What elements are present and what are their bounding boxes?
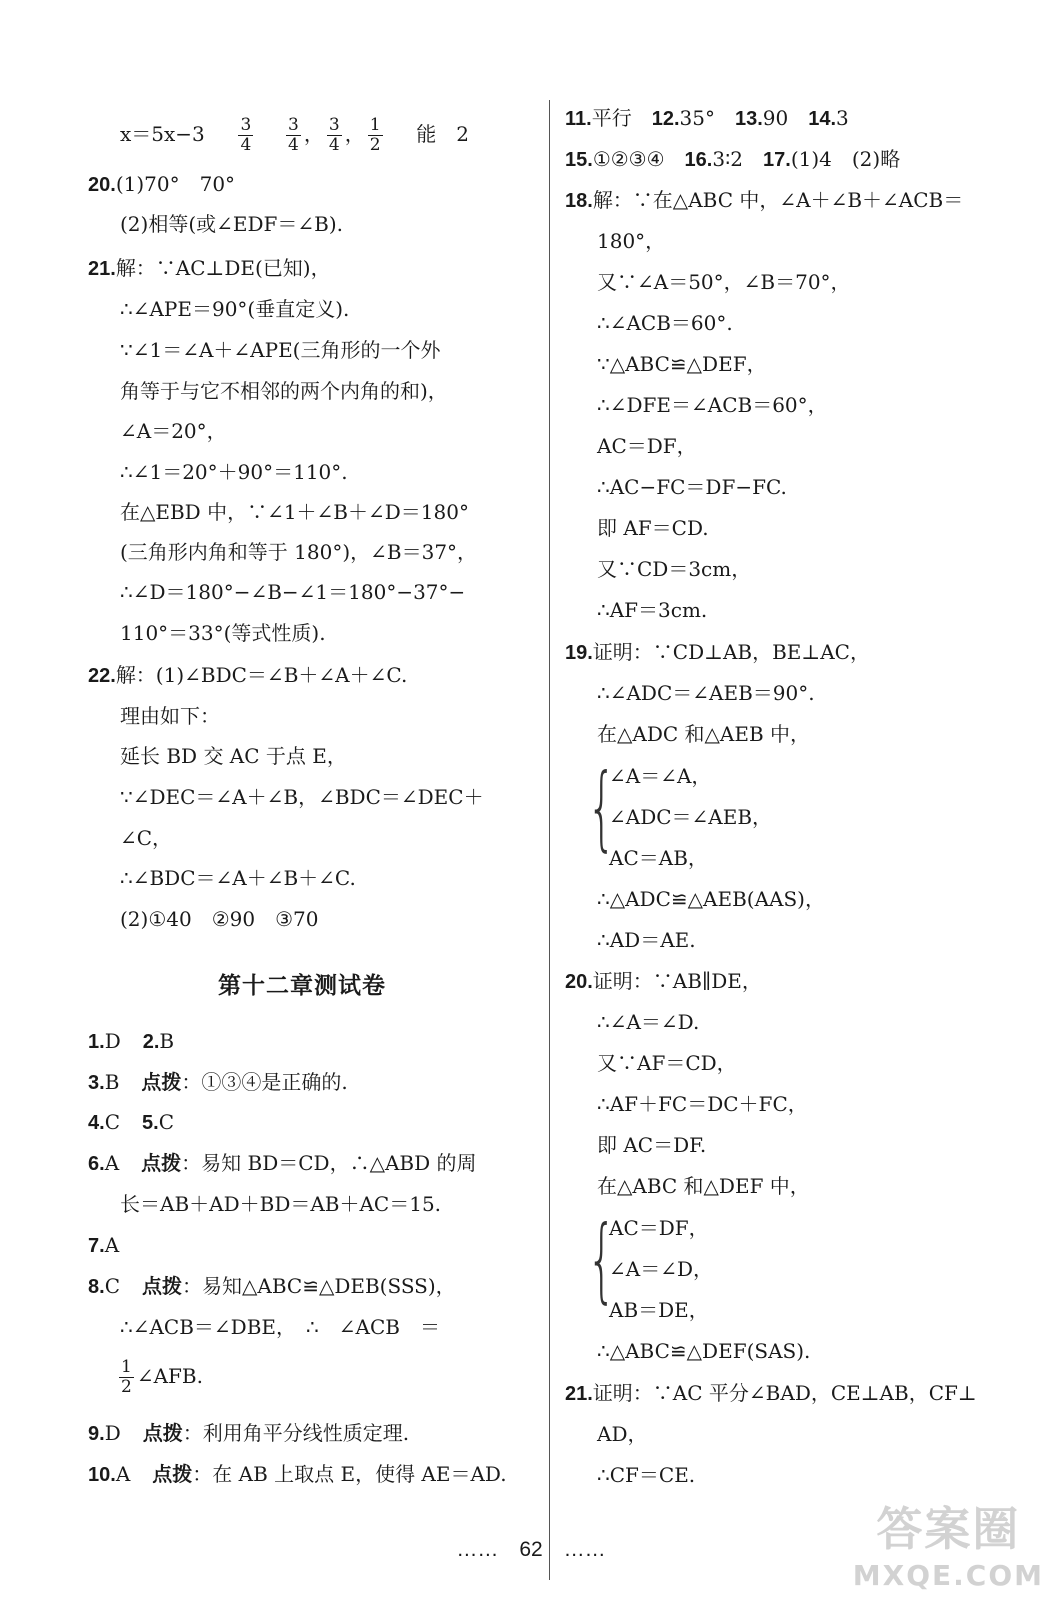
q20-line: 在△ABC 和△DEF 中， [597,1174,810,1198]
q18-line: 18.解：∵在△ABC 中，∠A＋∠B＋∠ACB＝ [565,188,964,212]
q20-line: 即 AC＝DF. [597,1133,707,1157]
answer-line: $\frac{1}{2}$ ∠AFB. [121,1357,203,1397]
fraction: $\frac{3}{4}$ [240,115,252,155]
q20-line: 又∵AF＝CD， [597,1051,737,1075]
answer-line: 1.D 2.B [88,1029,175,1053]
q20-system-line: AB＝DE， [609,1298,709,1322]
q22-line: 延长 BD 交 AC 于点 E， [120,744,347,768]
q18-line: ∴AF＝3cm. [597,598,708,622]
q21-line: 21.解：∵AC⊥DE(已知)， [88,256,331,280]
q18-line: 又∵∠A＝50°，∠B＝70°， [597,270,851,294]
q21-line: 21.证明：∵AC 平分∠BAD，CE⊥AB，CF⊥ [565,1381,977,1405]
q21-line: ∠A＝20°， [120,419,227,443]
q22-line: ∵∠DEC＝∠A＋∠B，∠BDC＝∠DEC＋ [120,785,484,809]
q21-line: AD， [597,1422,648,1446]
answer-line: x＝5x−3 $\frac{3}{4}$ $\frac{3}{4}$ ， $\frac{3}{4}$ ， $\frac{1}{2}$ 能 2 [120,115,469,155]
left-brace-icon: { [587,754,617,861]
q19-line: 在△ADC 和△AEB 中， [597,722,810,746]
q22-line: 理由如下： [120,704,220,728]
fraction: $\frac{1}{2}$ [369,115,381,155]
q20-line: ∴∠A＝∠D. [597,1010,700,1034]
q18-line: 180°， [597,229,666,253]
fraction: $\frac{3}{4}$ [328,115,340,155]
q20-line: 20.(1)70° 70° [88,172,236,196]
q19-line: ∴AD＝AE. [597,928,696,952]
answer-line: ∴∠ACB＝∠DBE， ∴ ∠ACB ＝ [120,1315,440,1339]
page-number: …… 62 …… [456,1538,606,1561]
q18-line: ∴∠DFE＝∠ACB＝60°， [597,393,828,417]
q20-line: ∴AF＋FC＝DC＋FC， [597,1092,808,1116]
answer-line: 9.D 点拨：利用角平分线性质定理. [88,1421,410,1445]
q18-line: ∴AC−FC＝DF−FC. [597,475,787,499]
q21-line: ∴∠APE＝90°(垂直定义). [120,297,350,321]
answer-line: 15.①②③④ 16.3∶2 17.(1)4 (2)略 [565,147,901,171]
q18-line: AC＝DF， [597,434,697,458]
q20-line: ∴△ABC≌△DEF(SAS). [597,1339,811,1363]
q20-system-line: AC＝DF， [609,1216,709,1240]
watermark-logo: 答案圈 MXQE.COM [852,1502,1044,1592]
q18-line: 即 AF＝CD. [597,516,709,540]
q19-system-line: ∠ADC＝∠AEB， [609,805,773,829]
q20-line: 20.证明：∵AB∥DE， [565,969,762,993]
tip-label: 点拨 [142,1276,182,1298]
q22-line: (2)①40 ②90 ③70 [120,907,319,931]
q18-line: ∵△ABC≌△DEF， [597,352,767,376]
tip-label: 点拨 [142,1423,183,1445]
answer-line: 11.平行 12.35° 13.90 14.3 [565,106,849,130]
tip-label: 点拨 [141,1153,182,1175]
q20-line: (2)相等(或∠EDF＝∠B). [120,212,344,236]
q21-line: (三角形内角和等于 180°)，∠B＝37°， [120,540,478,564]
answer-line: 8.C 点拨：易知△ABC≌△DEB(SSS)， [88,1274,456,1298]
answer-line: 长＝AB＋AD＋BD＝AB＋AC＝15. [120,1192,442,1216]
chapter-title: 第十二章测试卷 [218,973,386,999]
q21-line: ∴∠D＝180°−∠B−∠1＝180°−37°− [120,580,466,604]
q18-line: ∴∠ACB＝60°. [597,311,733,335]
q21-line: ∴∠1＝20°＋90°＝110°. [120,460,348,484]
q22-line: ∴∠BDC＝∠A＋∠B＋∠C. [120,866,356,890]
q21-line: ∴CF＝CE. [597,1463,696,1487]
answer-line: 3.B 点拨：①③④是正确的. [88,1070,348,1094]
q21-line: 110°＝33°(等式性质). [120,621,326,645]
q22-line: 22.解：(1)∠BDC＝∠B＋∠A＋∠C. [88,663,408,687]
answer-line: 10.A 点拨：在 AB 上取点 E，使得 AE＝AD. [88,1462,507,1486]
fraction: $\frac{3}{4}$ [288,115,299,155]
q18-line: 又∵CD＝3cm， [597,557,752,581]
q19-line: ∴∠ADC＝∠AEB＝90°. [597,681,815,705]
q20-system-line: ∠A＝∠D， [609,1257,713,1281]
q21-line: 在△EBD 中，∵∠1＋∠B＋∠D＝180° [120,500,469,524]
answer-line: 4.C 5.C [88,1110,174,1134]
fraction: $\frac{1}{2}$ [121,1357,132,1397]
answer-text: 能 2 [416,122,469,146]
left-brace-icon: { [587,1206,617,1313]
q19-system-line: ∠A＝∠A， [609,764,712,788]
tip-label: 点拨 [141,1072,182,1094]
q22-line: ∠C， [120,826,173,850]
tip-label: 点拨 [152,1464,193,1486]
column-divider [549,100,550,1580]
q19-line: 19.证明：∵CD⊥AB，BE⊥AC， [565,640,870,664]
answer-line: 6.A 点拨：易知 BD＝CD，∴△ABD 的周 [88,1151,477,1175]
answer-text: x＝5x−3 [120,122,205,146]
answer-line: 7.A [88,1233,120,1257]
q21-line: ∵∠1＝∠A＋∠APE(三角形的一个外 [120,338,441,362]
q19-system-line: AC＝AB， [609,846,708,870]
q21-line: 角等于与它不相邻的两个内角的和)， [120,379,448,403]
q19-line: ∴△ADC≌△AEB(AAS)， [597,887,825,911]
